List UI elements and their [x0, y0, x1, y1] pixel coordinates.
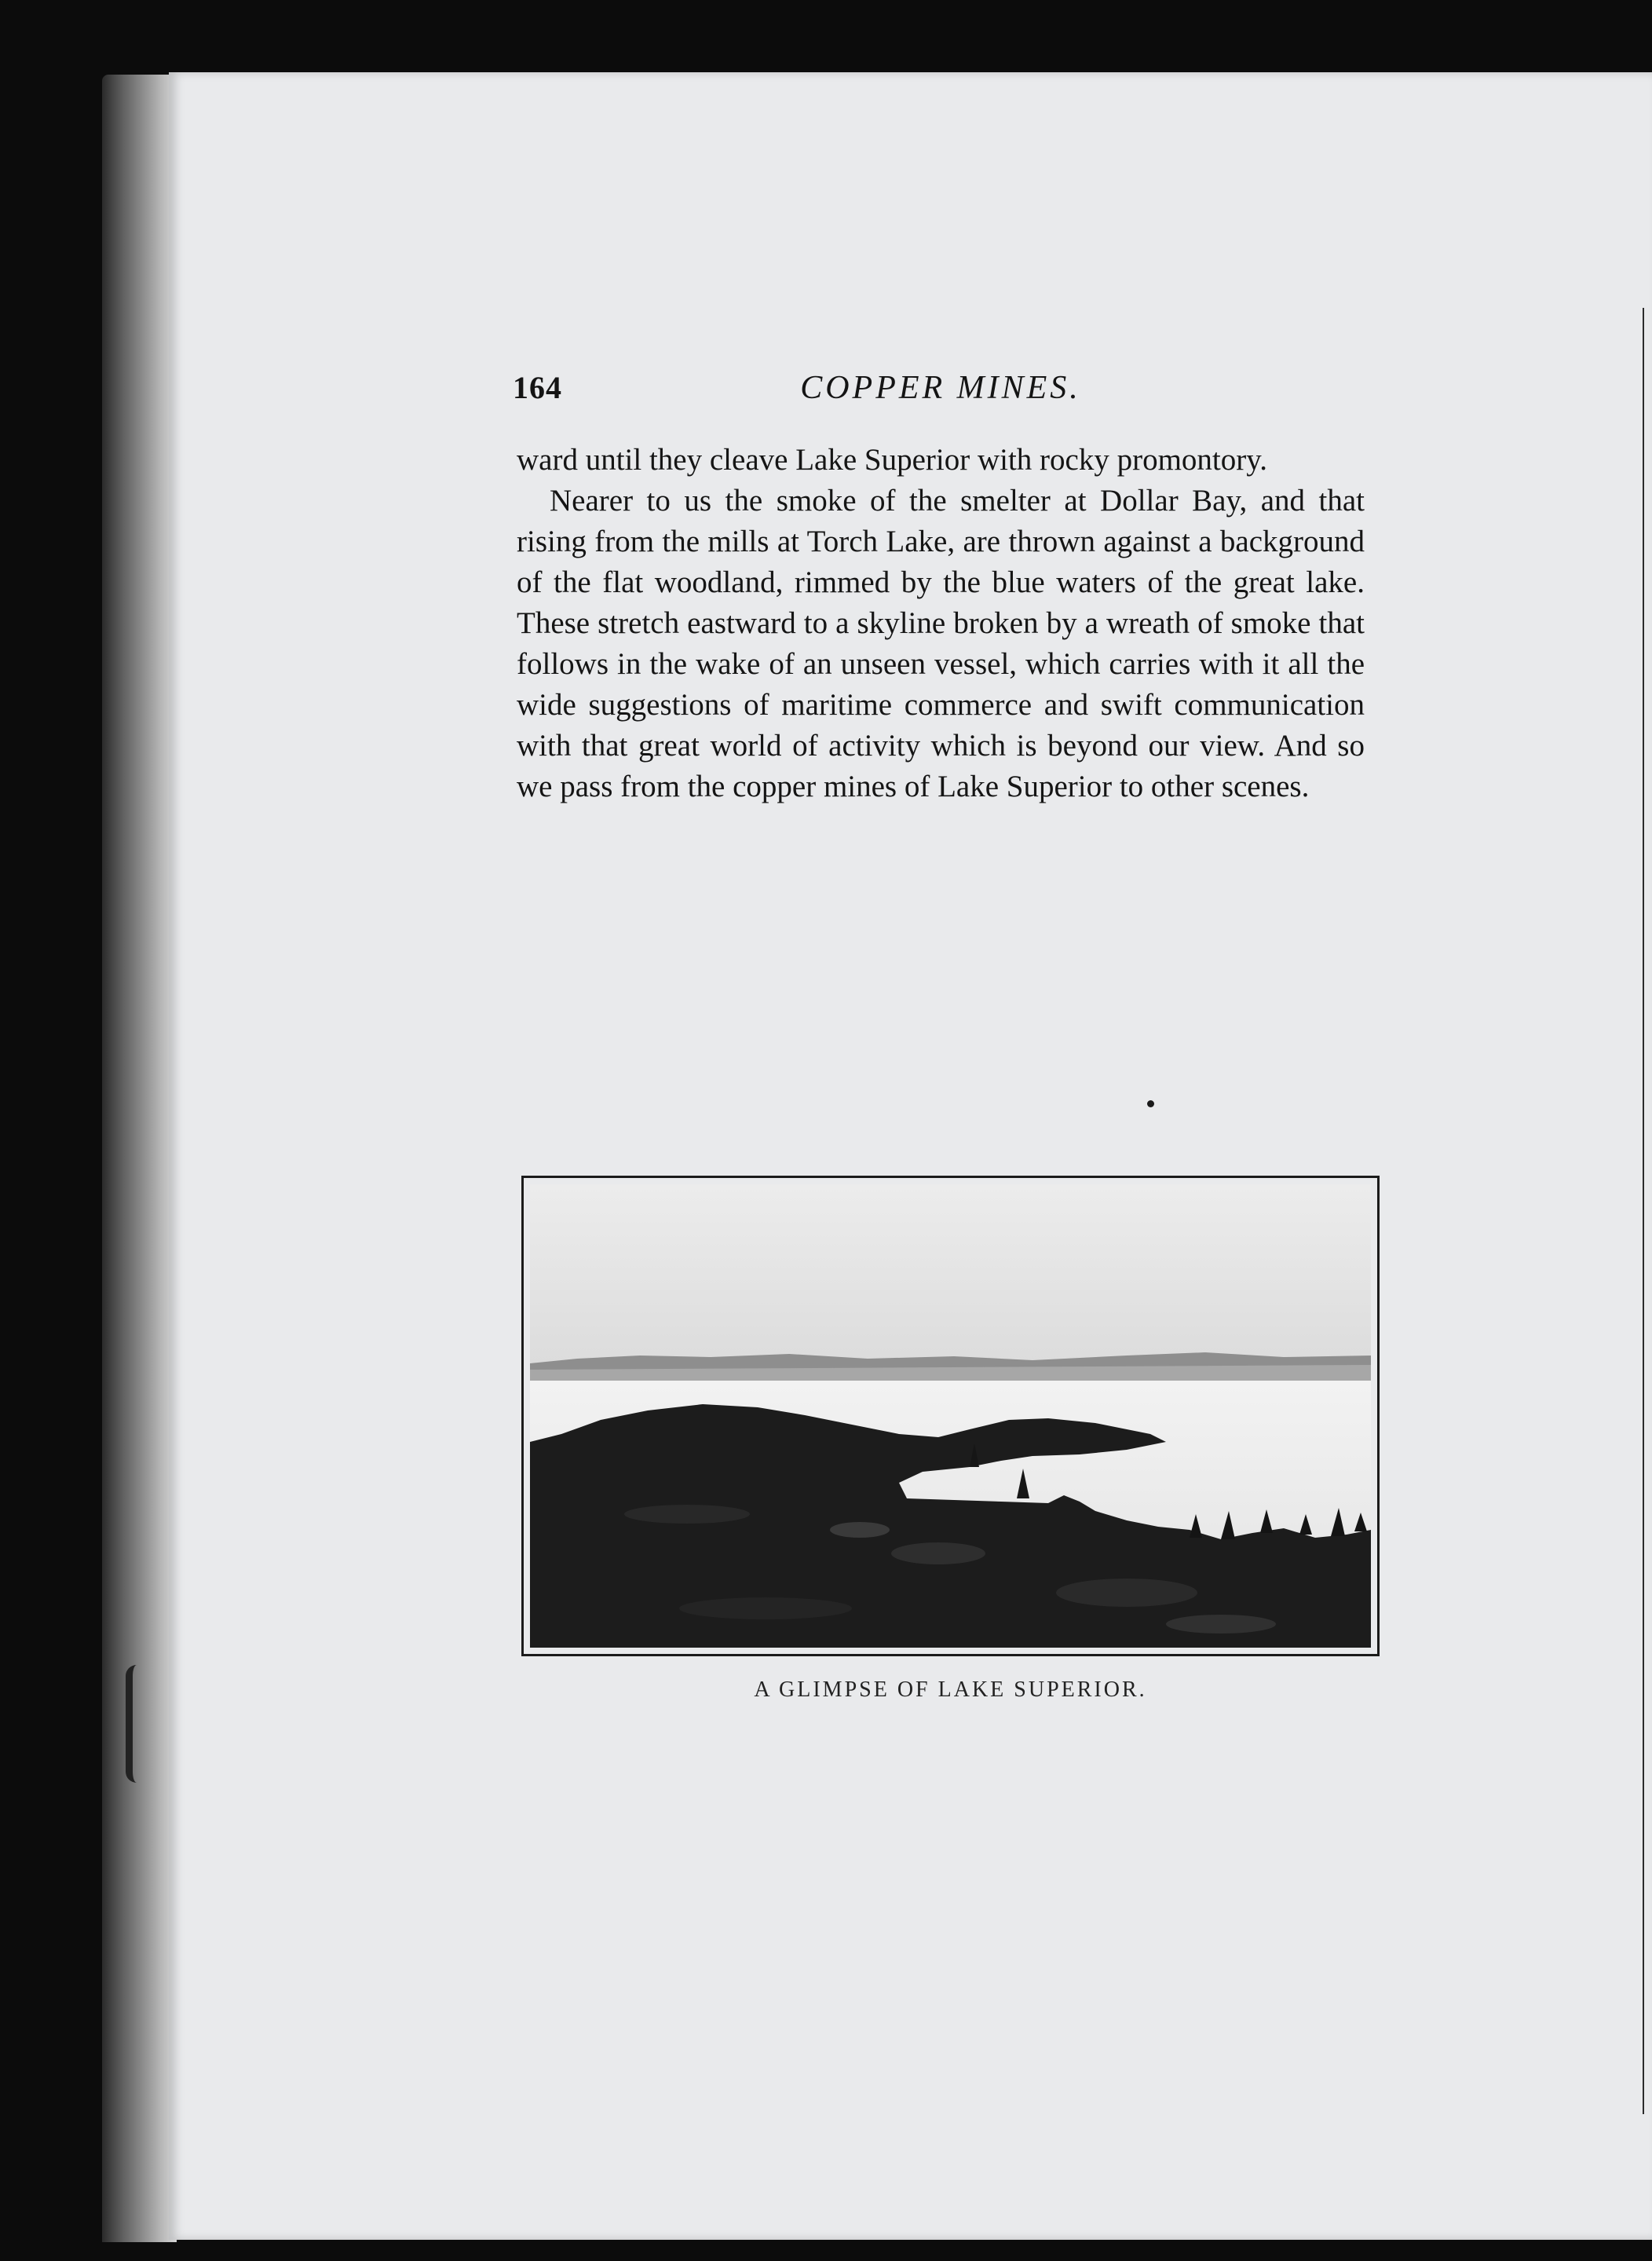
binding-mark [126, 1665, 150, 1783]
book-spine-edge [102, 75, 177, 2242]
ink-speck [1147, 1100, 1154, 1107]
running-title: COPPER MINES. [800, 370, 1081, 406]
lake-superior-photo [530, 1184, 1371, 1648]
page-right-edge [1643, 308, 1652, 2114]
landscape-illustration [530, 1184, 1371, 1648]
figure-caption: A GLIMPSE OF LAKE SUPERIOR. [754, 1677, 1147, 1702]
page-header [513, 369, 1369, 416]
paragraph: ward until they cleave Lake Superior with rocky promontory. [517, 443, 1267, 477]
body-text [517, 440, 1365, 807]
photo-frame [521, 1176, 1380, 1656]
paragraph: Nearer to us the smoke of the smelter at Dollar Bay, and that rising from the mills at Torch Lake, are thrown against a background of the flat woodland, rimmed by the blue waters of the great lake. These stretch eastward to a skyline broken by a wreath of smoke that follows in the wake of an unseen vessel, which carries with it all the wide suggestions of maritime commerce and swift communication with that great world of activity which is beyond our view. And so we pass from the copper mines of Lake Superior to other scenes. [517, 484, 1365, 803]
page-number: 164 [513, 370, 562, 405]
